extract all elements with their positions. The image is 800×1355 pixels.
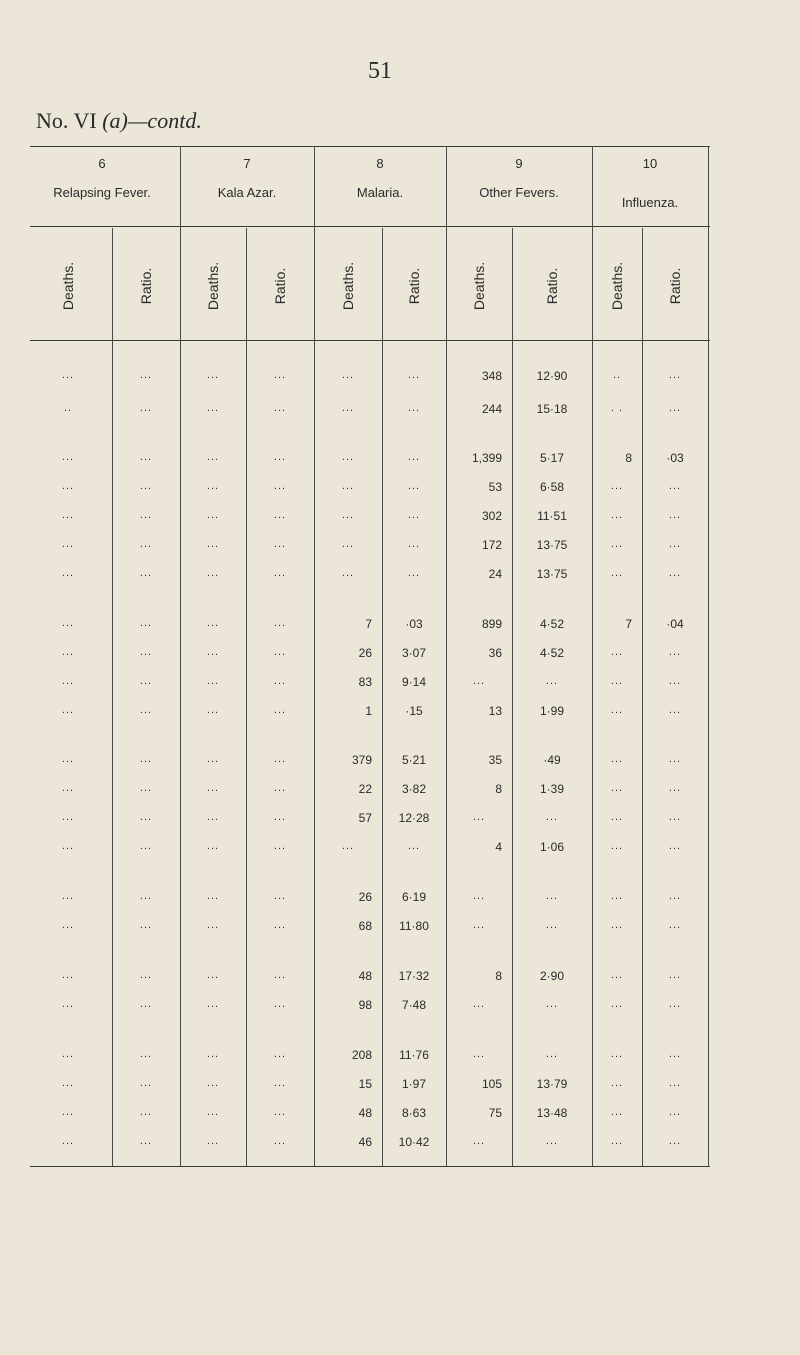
- table-cell: ...: [206, 402, 220, 414]
- table-cell: 4·52: [539, 617, 565, 631]
- column-title: Other Fevers.: [479, 185, 559, 200]
- column-rule: [246, 228, 247, 1166]
- table-cell: ...: [273, 998, 287, 1010]
- deaths-subheader: Deaths.: [471, 261, 487, 311]
- table-cell: 68: [358, 919, 372, 933]
- table-cell: 9·14: [401, 675, 427, 689]
- table-cell: ...: [273, 811, 287, 823]
- table-cell: ...: [61, 451, 75, 463]
- table-cell: ...: [139, 782, 153, 794]
- table-cell: 379: [351, 753, 372, 767]
- table-cell: ...: [61, 782, 75, 794]
- table-cell: ...: [206, 451, 220, 463]
- table-cell: 208: [351, 1048, 372, 1062]
- table-cell: ...: [61, 753, 75, 765]
- table-cell: ...: [610, 646, 624, 658]
- column-rule: [592, 146, 593, 1166]
- column-rule: [642, 228, 643, 1166]
- table-cell: 75: [488, 1106, 502, 1120]
- header-top-rule: [30, 146, 710, 147]
- table-cell: ...: [610, 753, 624, 765]
- table-cell: ...: [61, 811, 75, 823]
- table-bottom-rule: [30, 1166, 710, 1167]
- table-cell: ...: [668, 782, 682, 794]
- table-cell: 13·48: [536, 1106, 568, 1120]
- table-cell: 83: [358, 675, 372, 689]
- table-cell: ...: [545, 1135, 559, 1147]
- table-cell: 8: [495, 782, 502, 796]
- table-cell: ...: [61, 509, 75, 521]
- table-cell: ...: [61, 1106, 75, 1118]
- table-cell: ...: [206, 538, 220, 550]
- table-cell: ...: [139, 1106, 153, 1118]
- column-number: 9: [515, 156, 523, 171]
- table-cell: ...: [668, 811, 682, 823]
- ratio-subheader: Ratio.: [667, 267, 683, 305]
- table-cell: ...: [668, 538, 682, 550]
- table-cell: ...: [407, 369, 421, 381]
- table-cell: ...: [407, 567, 421, 579]
- table-cell: 8: [625, 451, 632, 465]
- table-cell: ...: [472, 998, 486, 1010]
- table-cell: ...: [610, 704, 624, 716]
- table-cell: 7: [365, 617, 372, 631]
- table-cell: 48: [358, 1106, 372, 1120]
- table-cell: ...: [341, 567, 355, 579]
- table-cell: ...: [610, 919, 624, 931]
- table-cell: ...: [472, 919, 486, 931]
- column-rule: [512, 228, 513, 1166]
- table-cell: ...: [668, 1106, 682, 1118]
- table-cell: ...: [273, 509, 287, 521]
- table-cell: ...: [341, 538, 355, 550]
- table-cell: ...: [545, 811, 559, 823]
- table-cell: ·03: [666, 451, 684, 465]
- table-cell: ...: [61, 567, 75, 579]
- table-cell: 172: [481, 538, 502, 552]
- table-cell: ...: [206, 919, 220, 931]
- table-cell: ...: [668, 998, 682, 1010]
- table-cell: 6·58: [539, 480, 565, 494]
- table-cell: ...: [61, 919, 75, 931]
- table-cell: ...: [273, 567, 287, 579]
- table-cell: ...: [139, 538, 153, 550]
- caption-contd: —contd.: [127, 108, 202, 133]
- table-cell: 3·07: [401, 646, 427, 660]
- table-cell: ...: [139, 451, 153, 463]
- column-rule: [446, 146, 447, 1166]
- table-cell: ...: [206, 1106, 220, 1118]
- table-cell: ...: [610, 782, 624, 794]
- table-cell: ...: [139, 369, 153, 381]
- table-cell: 244: [481, 402, 502, 416]
- page-number: 51: [368, 58, 392, 84]
- table-cell: ..: [612, 369, 622, 381]
- table-cell: ...: [341, 509, 355, 521]
- table-cell: ...: [472, 1048, 486, 1060]
- column-title: Relapsing Fever.: [53, 185, 151, 200]
- table-cell: ...: [668, 402, 682, 414]
- table-cell: ...: [273, 402, 287, 414]
- table-cell: ...: [206, 753, 220, 765]
- table-cell: ...: [668, 969, 682, 981]
- table-cell: ...: [273, 1077, 287, 1089]
- table-cell: ·15: [405, 704, 423, 718]
- table-cell: ...: [472, 890, 486, 902]
- table-cell: 8·63: [401, 1106, 427, 1120]
- table-cell: ...: [668, 509, 682, 521]
- table-cell: 6·19: [401, 890, 427, 904]
- table-cell: ...: [668, 567, 682, 579]
- table-cell: ...: [206, 840, 220, 852]
- table-cell: ...: [273, 1106, 287, 1118]
- table-cell: ...: [610, 1135, 624, 1147]
- column-title: Kala Azar.: [217, 185, 277, 200]
- table-cell: ...: [139, 617, 153, 629]
- table-cell: ...: [472, 811, 486, 823]
- table-cell: ...: [472, 1135, 486, 1147]
- table-cell: 13: [488, 704, 502, 718]
- table-cell: ...: [139, 567, 153, 579]
- table-cell: ...: [610, 1077, 624, 1089]
- table-cell: 24: [488, 567, 502, 581]
- table-cell: ...: [139, 840, 153, 852]
- caption-part: (a): [102, 108, 128, 133]
- table-cell: ...: [61, 840, 75, 852]
- table-cell: ...: [545, 675, 559, 687]
- table-cell: 302: [481, 509, 502, 523]
- table-cell: ...: [139, 1048, 153, 1060]
- table-cell: ...: [273, 1135, 287, 1147]
- table-cell: 2·90: [539, 969, 565, 983]
- table-cell: ...: [206, 369, 220, 381]
- table-cell: ...: [545, 1048, 559, 1060]
- subheader-rule: [30, 226, 710, 227]
- table-cell: ...: [341, 369, 355, 381]
- ratio-subheader: Ratio.: [138, 267, 154, 305]
- table-cell: ...: [273, 451, 287, 463]
- table-cell: ...: [668, 753, 682, 765]
- column-title: Influenza.: [621, 195, 679, 210]
- table-cell: ...: [610, 890, 624, 902]
- table-cell: 36: [488, 646, 502, 660]
- table-cell: 13·75: [536, 538, 568, 552]
- table-cell: 11·76: [399, 1048, 429, 1062]
- table-cell: ...: [407, 840, 421, 852]
- table-cell: ...: [545, 890, 559, 902]
- table-cell: ...: [206, 1048, 220, 1060]
- column-number: 8: [376, 156, 384, 171]
- table-cell: 12·28: [398, 811, 430, 825]
- column-number: 6: [98, 156, 106, 171]
- deaths-subheader: Deaths.: [60, 261, 76, 311]
- table-cell: ...: [668, 1048, 682, 1060]
- table-cell: 17·32: [398, 969, 430, 983]
- table-cell: ...: [610, 538, 624, 550]
- table-cell: 12·90: [536, 369, 568, 383]
- table-cell: ...: [61, 617, 75, 629]
- table-cell: ...: [206, 782, 220, 794]
- table-cell: . .: [610, 402, 624, 414]
- table-cell: ...: [341, 840, 355, 852]
- table-cell: 35: [488, 753, 502, 767]
- table-cell: ...: [273, 675, 287, 687]
- table-cell: 5·17: [539, 451, 565, 465]
- table-cell: ...: [206, 617, 220, 629]
- table-cell: ...: [610, 480, 624, 492]
- table-cell: ...: [273, 480, 287, 492]
- table-cell: ...: [139, 675, 153, 687]
- table-cell: 899: [481, 617, 502, 631]
- table-cell: 1·97: [401, 1077, 427, 1091]
- table-cell: ...: [61, 1135, 75, 1147]
- table-cell: ...: [668, 704, 682, 716]
- table-cell: 1: [365, 704, 372, 718]
- table-cell: ...: [273, 369, 287, 381]
- table-cell: ...: [407, 538, 421, 550]
- table-cell: ...: [139, 998, 153, 1010]
- table-cell: ...: [139, 919, 153, 931]
- table-cell: 10·42: [398, 1135, 430, 1149]
- table-cell: ...: [61, 675, 75, 687]
- table-cell: ...: [273, 782, 287, 794]
- table-cell: ·04: [666, 617, 684, 631]
- table-cell: ...: [61, 890, 75, 902]
- column-title: Malaria.: [356, 185, 404, 200]
- table-cell: 11·51: [537, 509, 567, 523]
- table-cell: ...: [610, 1048, 624, 1060]
- table-cell: ...: [407, 451, 421, 463]
- table-cell: ...: [206, 567, 220, 579]
- table-cell: ...: [668, 675, 682, 687]
- table-cell: ...: [139, 969, 153, 981]
- table-cell: ...: [61, 646, 75, 658]
- table-cell: ...: [341, 451, 355, 463]
- ratio-subheader: Ratio.: [544, 267, 560, 305]
- table-cell: 15·18: [536, 402, 568, 416]
- table-cell: ...: [206, 890, 220, 902]
- table-cell: ...: [139, 890, 153, 902]
- deaths-subheader: Deaths.: [609, 261, 625, 311]
- table-cell: ...: [610, 998, 624, 1010]
- table-cell: 348: [481, 369, 502, 383]
- table-cell: 11·80: [399, 919, 429, 933]
- table-cell: 26: [358, 646, 372, 660]
- table-cell: 26: [358, 890, 372, 904]
- deaths-subheader: Deaths.: [205, 261, 221, 311]
- table-cell: ...: [206, 1077, 220, 1089]
- table-cell: ...: [206, 675, 220, 687]
- table-cell: 105: [481, 1077, 502, 1091]
- table-cell: ...: [273, 704, 287, 716]
- table-cell: 5·21: [401, 753, 427, 767]
- table-cell: 48: [358, 969, 372, 983]
- table-cell: 4·52: [539, 646, 565, 660]
- table-cell: ...: [206, 969, 220, 981]
- table-cell: 98: [358, 998, 372, 1012]
- table-cell: ...: [610, 675, 624, 687]
- table-cell: ...: [273, 753, 287, 765]
- table-cell: 1,399: [471, 451, 502, 465]
- deaths-subheader: Deaths.: [340, 261, 356, 311]
- column-number: 7: [243, 156, 251, 171]
- table-cell: ...: [61, 969, 75, 981]
- table-cell: ...: [341, 402, 355, 414]
- table-cell: ...: [206, 509, 220, 521]
- table-cell: ...: [273, 890, 287, 902]
- table-cell: 57: [358, 811, 372, 825]
- table-cell: ...: [668, 1077, 682, 1089]
- table-cell: ...: [407, 480, 421, 492]
- table-cell: ...: [610, 567, 624, 579]
- table-cell: ...: [206, 646, 220, 658]
- table-cell: ...: [206, 811, 220, 823]
- table-cell: ...: [407, 509, 421, 521]
- table-cell: ...: [61, 998, 75, 1010]
- table-cell: ...: [206, 998, 220, 1010]
- table-cell: ...: [206, 1135, 220, 1147]
- table-cell: ...: [206, 704, 220, 716]
- table-cell: ...: [139, 480, 153, 492]
- table-cell: 46: [358, 1135, 372, 1149]
- table-cell: 1·06: [539, 840, 565, 854]
- caption-prefix: No. VI: [36, 108, 97, 133]
- table-cell: ...: [545, 998, 559, 1010]
- table-cell: ...: [139, 509, 153, 521]
- table-cell: ·49: [543, 753, 561, 767]
- table-cell: ...: [545, 919, 559, 931]
- column-rule: [112, 228, 113, 1166]
- table-cell: ...: [61, 480, 75, 492]
- table-cell: ...: [139, 1135, 153, 1147]
- table-cell: ...: [61, 1048, 75, 1060]
- table-cell: ...: [61, 538, 75, 550]
- table-cell: ...: [139, 402, 153, 414]
- table-cell: 15: [358, 1077, 372, 1091]
- table-cell: ...: [610, 840, 624, 852]
- table-cell: ...: [273, 538, 287, 550]
- table-cell: ...: [139, 811, 153, 823]
- table-cell: ...: [139, 646, 153, 658]
- table-cell: ...: [668, 1135, 682, 1147]
- table-cell: ...: [273, 919, 287, 931]
- column-rule: [180, 146, 181, 1166]
- table-cell: ...: [610, 811, 624, 823]
- table-cell: ...: [472, 675, 486, 687]
- table-cell: 7: [625, 617, 632, 631]
- table-cell: ...: [610, 1106, 624, 1118]
- table-cell: ...: [610, 509, 624, 521]
- table-cell: 7·48: [401, 998, 427, 1012]
- table-cell: ...: [273, 617, 287, 629]
- table-cell: 4: [495, 840, 502, 854]
- column-rule: [382, 228, 383, 1166]
- table-cell: 22: [358, 782, 372, 796]
- table-cell: ...: [668, 646, 682, 658]
- table-cell: ..: [63, 402, 73, 414]
- ratio-subheader: Ratio.: [406, 267, 422, 305]
- table-cell: 3·82: [401, 782, 427, 796]
- table-cell: ...: [668, 480, 682, 492]
- table-cell: ...: [61, 369, 75, 381]
- column-rule: [314, 146, 315, 1166]
- table-cell: ...: [668, 919, 682, 931]
- subheader-bottom-rule: [30, 340, 710, 341]
- table-cell: ...: [273, 646, 287, 658]
- table-cell: ...: [668, 840, 682, 852]
- table-cell: 8: [495, 969, 502, 983]
- table-cell: ...: [273, 1048, 287, 1060]
- table-cell: ...: [139, 704, 153, 716]
- table-cell: ...: [139, 753, 153, 765]
- column-number: 10: [642, 156, 658, 171]
- table-cell: 1·99: [539, 704, 565, 718]
- table-cell: ·03: [405, 617, 423, 631]
- table-cell: ...: [407, 402, 421, 414]
- table-cell: 13·75: [536, 567, 568, 581]
- table-cell: ...: [668, 369, 682, 381]
- table-cell: 13·79: [536, 1077, 568, 1091]
- table-right-rule: [708, 146, 709, 1166]
- table-cell: ...: [273, 840, 287, 852]
- table-cell: ...: [61, 1077, 75, 1089]
- table-cell: ...: [668, 890, 682, 902]
- table-cell: ...: [206, 480, 220, 492]
- table-cell: 1·39: [539, 782, 565, 796]
- table-cell: ...: [139, 1077, 153, 1089]
- table-cell: ...: [273, 969, 287, 981]
- ratio-subheader: Ratio.: [272, 267, 288, 305]
- table-cell: ...: [610, 969, 624, 981]
- table-cell: 53: [488, 480, 502, 494]
- table-cell: ...: [61, 704, 75, 716]
- table-cell: ...: [341, 480, 355, 492]
